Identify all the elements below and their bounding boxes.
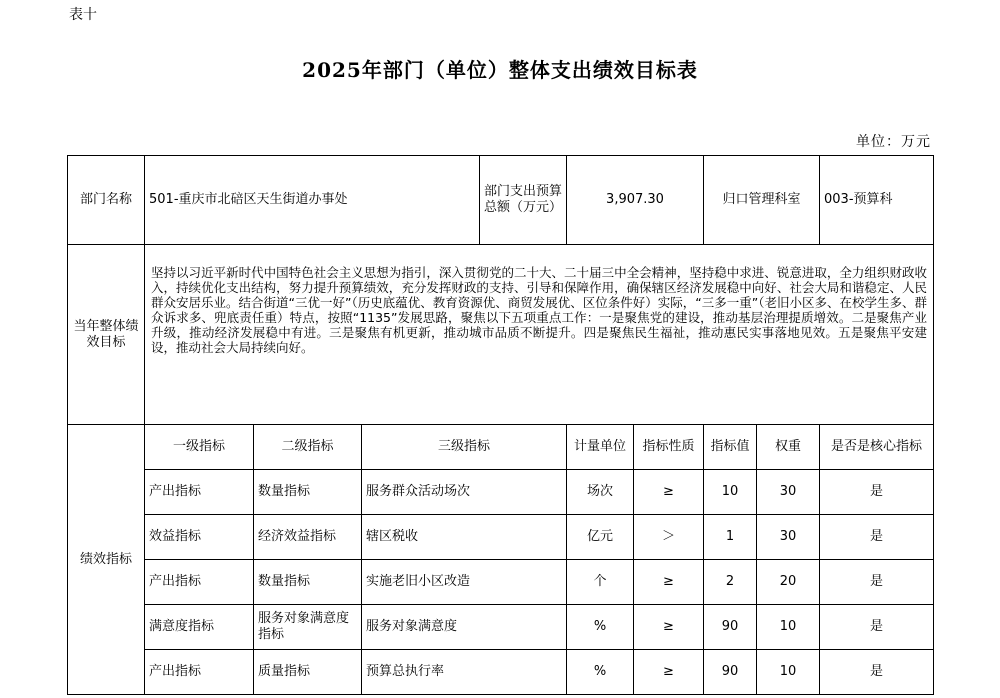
- mgmt-dept-value: 003-预算科: [820, 156, 934, 245]
- goal-text: 坚持以习近平新时代中国特色社会主义思想为指引，深入贯彻党的二十大、二十届三中全会精神，坚持稳中求进、锐意进取，全力组织财政收入，持续优化支出结构，努力提升预算绩效，充分发挥财政的支持、引导和保障作用，确保辖区经济发展稳中向好、社会大局和谐稳定、人民群众安居乐业。结合街道“三优一好”（历史底蕴优、教育资源优、商贸发展优、区位条件好）实际，“三多一重”（老旧小区多、在校学生多、群众诉求多、兜底责任重）特点，按照“1135”发展思路，聚焦以下五项重点工作：一是聚焦党的建设，推动基层治理提质增效。二是聚焦产业升级，推动经济发展稳中有进。三是聚焦有机更新，推动城市品质不断提升。四是聚焦民生福祉，推动惠民实事落地见效。五是聚焦平安建设，推动社会大局持续向好。: [151, 265, 928, 355]
- page-title: 2025年部门（单位）整体支出绩效目标表: [302, 58, 698, 82]
- level3-cell: 辖区税收: [362, 515, 567, 560]
- table-row: [68, 515, 934, 560]
- level2-cell: 数量指标: [254, 560, 362, 605]
- level3-cell: 实施老旧小区改造: [362, 560, 567, 605]
- mgmt-dept-label: 归口管理科室: [704, 156, 820, 245]
- goal-text-cell: [145, 245, 934, 425]
- level1-cell: 产出指标: [145, 650, 254, 695]
- level2-cell: 经济效益指标: [254, 515, 362, 560]
- budget-total-value: 3,907.30: [567, 156, 704, 245]
- level1-cell: 效益指标: [145, 515, 254, 560]
- table-row: [68, 650, 934, 695]
- level1-cell: 产出指标: [145, 560, 254, 605]
- header-level1: 一级指标: [145, 425, 254, 470]
- performance-table: [67, 155, 934, 695]
- budget-total-label: 部门支出预算总额（万元）: [480, 156, 567, 245]
- header-value: 指标值: [704, 425, 757, 470]
- goal-row: [68, 245, 934, 425]
- header-core: 是否是核心指标: [820, 425, 934, 470]
- unit-cell: %: [567, 605, 634, 650]
- nature-cell: ≥: [634, 560, 704, 605]
- nature-cell: ≥: [634, 470, 704, 515]
- header-nature: 指标性质: [634, 425, 704, 470]
- table-row: [68, 605, 934, 650]
- header-level2: 二级指标: [254, 425, 362, 470]
- core-cell: 是: [820, 560, 934, 605]
- nature-cell: ＞: [634, 515, 704, 560]
- unit-cell: 个: [567, 560, 634, 605]
- unit-cell: 场次: [567, 470, 634, 515]
- weight-cell: 20: [757, 560, 820, 605]
- table-row: [68, 470, 934, 515]
- info-row: [68, 156, 934, 245]
- value-cell: 10: [704, 470, 757, 515]
- weight-cell: 10: [757, 650, 820, 695]
- unit-label: 单位：万元: [856, 134, 931, 150]
- level2-cell: 质量指标: [254, 650, 362, 695]
- level1-cell: 产出指标: [145, 470, 254, 515]
- unit-cell: %: [567, 650, 634, 695]
- core-cell: 是: [820, 605, 934, 650]
- level3-cell: 服务对象满意度: [362, 605, 567, 650]
- dept-name-value: 501-重庆市北碚区天生街道办事处: [145, 156, 480, 245]
- header-level3: 三级指标: [362, 425, 567, 470]
- table-number: 表十: [69, 7, 97, 23]
- goal-label: 当年整体绩效目标: [68, 245, 145, 425]
- nature-cell: ≥: [634, 650, 704, 695]
- level3-cell: 预算总执行率: [362, 650, 567, 695]
- value-cell: 90: [704, 650, 757, 695]
- dept-name-label: 部门名称: [68, 156, 145, 245]
- weight-cell: 10: [757, 605, 820, 650]
- indicator-header-row: [68, 425, 934, 470]
- core-cell: 是: [820, 650, 934, 695]
- level2-cell: 服务对象满意度指标: [254, 605, 362, 650]
- table-row: [68, 560, 934, 605]
- core-cell: 是: [820, 470, 934, 515]
- indicators-label: 绩效指标: [68, 425, 145, 695]
- level2-cell: 数量指标: [254, 470, 362, 515]
- value-cell: 1: [704, 515, 757, 560]
- core-cell: 是: [820, 515, 934, 560]
- level3-cell: 服务群众活动场次: [362, 470, 567, 515]
- nature-cell: ≥: [634, 605, 704, 650]
- value-cell: 90: [704, 605, 757, 650]
- header-unit: 计量单位: [567, 425, 634, 470]
- header-weight: 权重: [757, 425, 820, 470]
- value-cell: 2: [704, 560, 757, 605]
- unit-cell: 亿元: [567, 515, 634, 560]
- level1-cell: 满意度指标: [145, 605, 254, 650]
- weight-cell: 30: [757, 470, 820, 515]
- weight-cell: 30: [757, 515, 820, 560]
